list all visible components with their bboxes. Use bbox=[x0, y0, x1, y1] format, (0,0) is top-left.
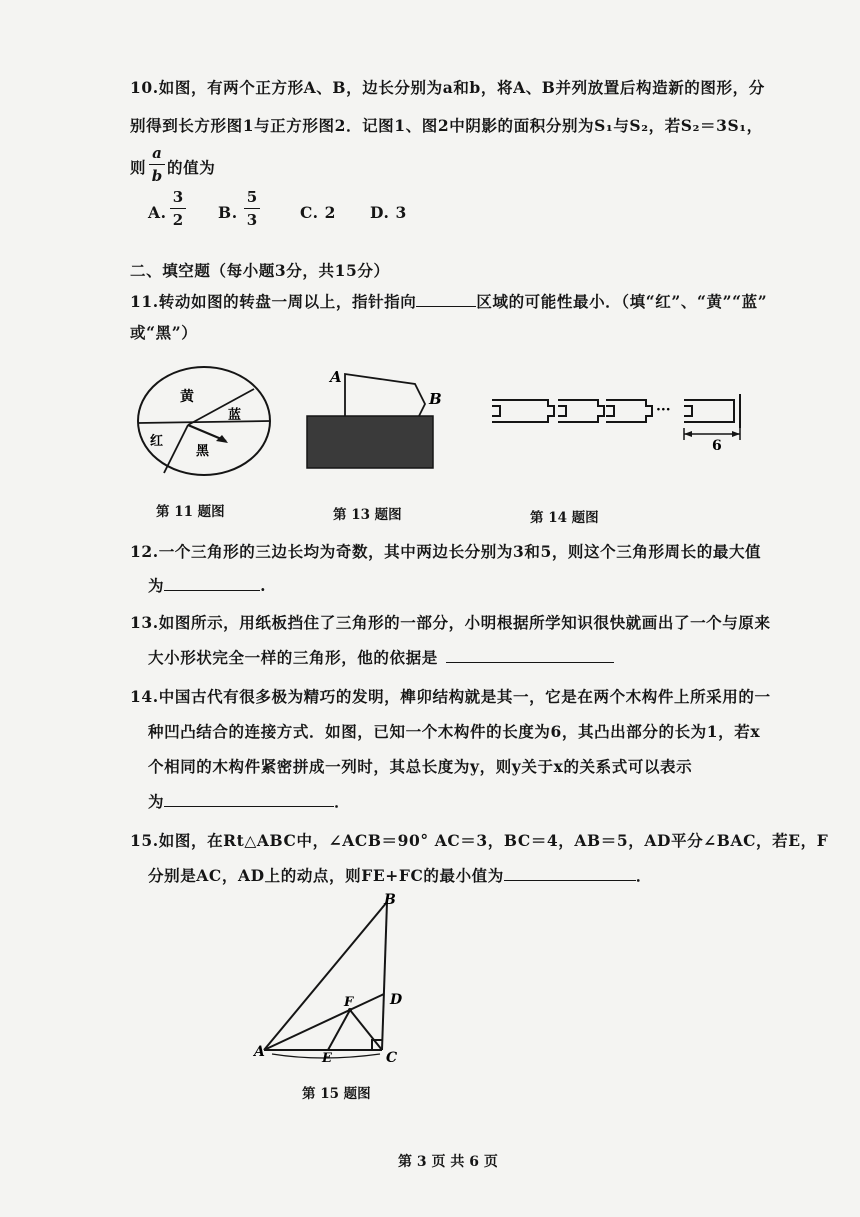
fig14-wood-joint bbox=[488, 392, 758, 454]
fig11-label-yellow: 黄 bbox=[180, 389, 194, 405]
fig15-label-f: F bbox=[344, 995, 354, 1010]
q13-line2-prefix: 大小形状完全一样的三角形，他的依据是 bbox=[148, 648, 438, 667]
fig11-label-red: 红 bbox=[150, 434, 164, 449]
q10-fraction-denominator: b bbox=[151, 167, 163, 185]
q11-answer-blank[interactable] bbox=[416, 306, 476, 307]
q10-option-b-fraction bbox=[244, 188, 260, 229]
q14-line4-suffix: ． bbox=[334, 792, 351, 811]
q14-line4-prefix: 为 bbox=[148, 792, 165, 811]
q10-option-b-num: 5 bbox=[246, 188, 258, 206]
q10-line3-prefix: 则 bbox=[130, 158, 147, 177]
q10-option-b-label: B. bbox=[218, 203, 238, 222]
q10-option-a-den: 2 bbox=[172, 211, 184, 229]
q10-fraction bbox=[149, 144, 165, 185]
fig13-caption: 第 13 题图 bbox=[333, 507, 402, 523]
section-heading: 二、填空题（每小题3分，共15分） bbox=[130, 261, 390, 280]
q15-line2-suffix: ． bbox=[635, 866, 652, 885]
q10-option-d: D. 3 bbox=[370, 203, 407, 222]
fig14-ellipsis-dots: ··· bbox=[656, 402, 671, 418]
fig15-label-d: D bbox=[390, 992, 403, 1008]
fig11-label-blue: 蓝 bbox=[228, 408, 242, 423]
q13-line1: 13.如图所示，用纸板挡住了三角形的一部分，小明根据所学知识很快就画出了一个与原来 bbox=[130, 613, 771, 632]
fig13-triangle-board bbox=[303, 366, 443, 470]
q11-line1-suffix: 区域的可能性最小．（填“红”、“黄”“蓝” bbox=[476, 292, 768, 311]
q11-line1-prefix: 11.转动如图的转盘一周以上，指针指向 bbox=[130, 292, 417, 311]
q10-option-a-num: 3 bbox=[172, 188, 184, 206]
q12-line1: 12.一个三角形的三边长均为奇数，其中两边长分别为3和5，则这个三角形周长的最大值 bbox=[130, 542, 762, 561]
q14-line2: 种凹凸结合的连接方式．如图，已知一个木构件的长度为6，其凸出部分的长为1，若x bbox=[148, 722, 761, 741]
q14-line1: 14.中国古代有很多极为精巧的发明，榫卯结构就是其一，它是在两个木构件上所采用的一 bbox=[130, 687, 771, 706]
q14-line3: 个相同的木构件紧密拼成一列时，其总长度为y，则y关于x的关系式可以表示 bbox=[148, 757, 693, 776]
q10-option-a-label: A. bbox=[148, 203, 167, 222]
q12-line2: 为 . bbox=[148, 576, 267, 595]
q10-line2: 别得到长方形图1与正方形图2．记图1、图2中阴影的面积分别为S₁与S₂，若S₂＝3S₁， bbox=[130, 116, 763, 135]
q15-line1: 15.如图，在Rt△ABC中，∠ACB＝90° AC＝3，BC＝4，AB＝5，AD平分∠BAC，若E，F bbox=[130, 831, 829, 850]
q11-line2: 或“黑”） bbox=[130, 323, 198, 342]
fig15-caption: 第 15 题图 bbox=[302, 1086, 371, 1102]
fig15-label-a: A bbox=[254, 1044, 265, 1060]
q15-answer-blank[interactable] bbox=[504, 880, 636, 881]
fig15-label-b: B bbox=[384, 892, 396, 908]
q10-option-b-den: 3 bbox=[246, 211, 258, 229]
fig13-label-a: A bbox=[330, 368, 342, 386]
fig14-length-label: 6 bbox=[712, 438, 722, 454]
q15-line2 bbox=[148, 864, 652, 886]
q10-fraction-numerator: a bbox=[152, 144, 162, 162]
q11-line1 bbox=[130, 290, 767, 312]
q14-line4 bbox=[148, 790, 350, 812]
fig13-label-b: B bbox=[429, 390, 442, 408]
q15-line2-prefix: 分别是AC，AD上的动点，则FE+FC的最小值为 bbox=[148, 866, 504, 885]
q10-line3-suffix: 的值为 bbox=[167, 158, 216, 177]
q13-answer-blank[interactable] bbox=[446, 662, 614, 663]
fig15-right-triangle bbox=[252, 890, 422, 1070]
q10-line1: 10.如图，有两个正方形A、B，边长分别为a和b，将A、B并列放置后构造新的图形，分 bbox=[130, 78, 765, 97]
fig11-spinner bbox=[136, 365, 272, 477]
fig11-caption: 第 11 题图 bbox=[156, 504, 225, 520]
fig15-label-e: E bbox=[322, 1051, 332, 1066]
q10-option-a-fraction bbox=[170, 188, 186, 229]
q13-line2 bbox=[148, 646, 614, 668]
fig14-caption: 第 14 题图 bbox=[530, 510, 599, 526]
fig15-label-c: C bbox=[386, 1050, 398, 1066]
q14-answer-blank[interactable] bbox=[164, 806, 334, 807]
page-footer: 第 3 页 共 6 页 bbox=[398, 1154, 498, 1170]
fig11-label-black: 黑 bbox=[196, 444, 210, 459]
q12-line2-prefix: 为 bbox=[148, 576, 165, 595]
q12-answer-blank[interactable] bbox=[164, 590, 260, 591]
q10-option-c: C. 2 bbox=[300, 203, 337, 222]
